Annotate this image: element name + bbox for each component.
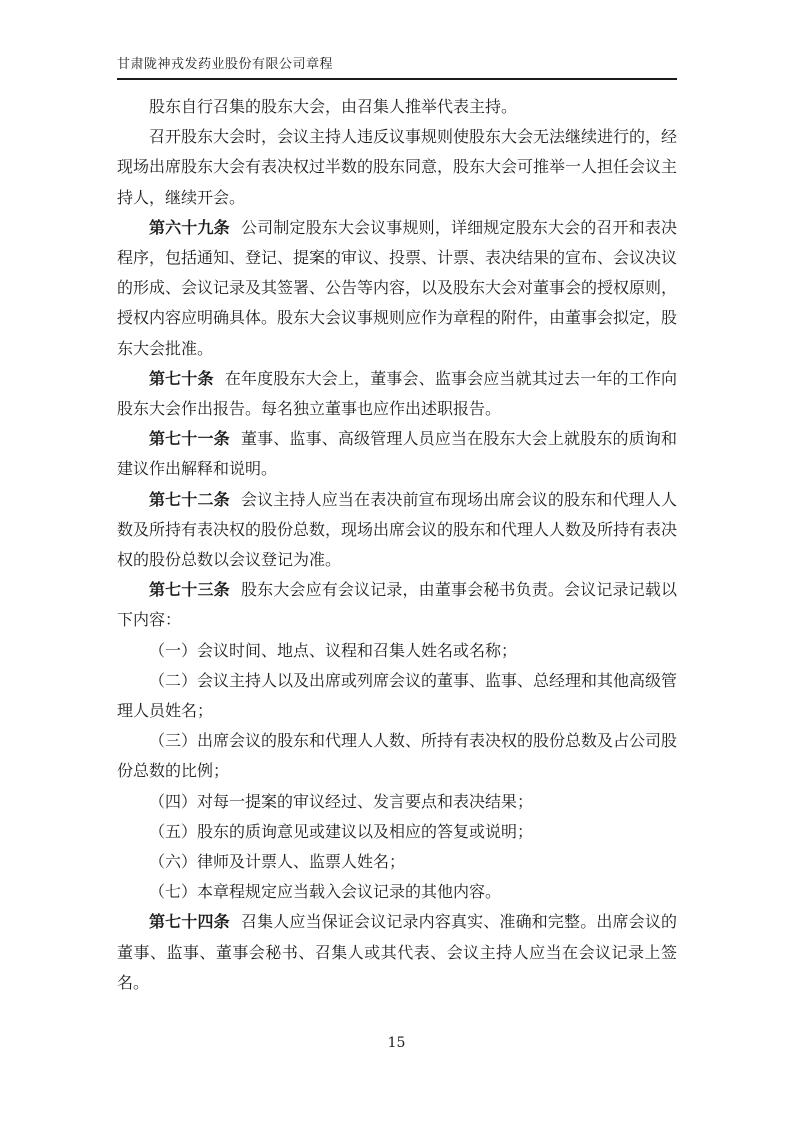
paragraph-text: 公司制定股东大会议事规则，详细规定股东大会的召开和表决程序，包括通知、登记、提案的审议、投票、计票、表决结果的宣布、会议决议的形成、会议记录及其签署、公告等内容，以及股东大会对董事会的授权原则，授权内容应明确具体。股东大会议事规则应作为章程的附件，由董事会拟定，股东大会批准。: [117, 217, 678, 358]
article-paragraph: [117, 424, 677, 484]
paragraph: [117, 636, 677, 666]
article-number: 第七十三条: [149, 580, 230, 600]
article-number: 第七十一条: [149, 429, 230, 449]
paragraph: [117, 92, 677, 122]
paragraph: [117, 122, 677, 213]
paragraph: [117, 666, 677, 726]
article-number: 第七十二条: [149, 489, 230, 509]
paragraph: [117, 726, 677, 786]
paragraph-text: （三）出席会议的股东和代理人人数、所持有表决权的股份总数及占公司股份总数的比例；: [117, 731, 678, 781]
paragraph-text: （四）对每一提案的审议经过、发言要点和表决结果；: [149, 791, 534, 811]
paragraph-text: 召集人应当保证会议记录内容真实、准确和完整。出席会议的董事、监事、董事会秘书、召集人或其代表、会议主持人应当在会议记录上签名。: [117, 912, 677, 992]
header-title: 甘肃陇神戎发药业股份有限公司章程: [117, 57, 334, 72]
article-number: 第七十条: [149, 368, 214, 388]
paragraph-text: 召开股东大会时，会议主持人违反议事规则使股东大会无法继续进行的，经现场出席股东大会有表决权过半数的股东同意，股东大会可推举一人担任会议主持人，继续开会。: [117, 127, 678, 207]
article-number: 第七十四条: [149, 912, 230, 932]
paragraph-text: （七）本章程规定应当载入会议记录的其他内容。: [149, 882, 502, 902]
article-paragraph: [117, 907, 677, 998]
paragraph-text: 股东自行召集的股东大会，由召集人推举代表主持。: [149, 97, 518, 116]
article-paragraph: [117, 575, 677, 635]
paragraph: [117, 847, 677, 877]
paragraph-text: （二）会议主持人以及出席或列席会议的董事、监事、总经理和其他高级管理人员姓名；: [117, 670, 678, 721]
document-body: [117, 92, 677, 998]
paragraph: [117, 787, 677, 817]
paragraph-text: （六）律师及计票人、监票人姓名；: [149, 852, 406, 872]
paragraph-text: 董事、监事、高级管理人员应当在股东大会上就股东的质询和建议作出解释和说明。: [117, 429, 677, 479]
paragraph: [117, 817, 677, 847]
article-paragraph: [117, 485, 677, 576]
paragraph-text: （一）会议时间、地点、议程和召集人姓名或名称；: [149, 640, 518, 660]
article-number: 第六十九条: [149, 217, 230, 237]
paragraph-text: 股东大会应有会议记录，由董事会秘书负责。会议记录记载以下内容：: [117, 580, 677, 630]
paragraph: [117, 877, 677, 907]
paragraph-text: （五）股东的质询意见或建议以及相应的答复或说明；: [149, 821, 534, 841]
paragraph-text: 会议主持人应当在表决前宣布现场出席会议的股东和代理人人数及所持有表决权的股份总数，现场出席会议的股东和代理人人数及所持有表决权的股份总数以会议登记为准。: [117, 489, 678, 570]
document-header: [117, 53, 677, 80]
document-footer: [0, 1035, 793, 1051]
paragraph-text: 在年度股东大会上，董事会、监事会应当就其过去一年的工作向股东大会作出报告。每名独立董事也应作出述职报告。: [117, 368, 677, 419]
article-paragraph: [117, 213, 677, 364]
page-number: 15: [387, 1035, 406, 1051]
article-paragraph: [117, 364, 677, 424]
